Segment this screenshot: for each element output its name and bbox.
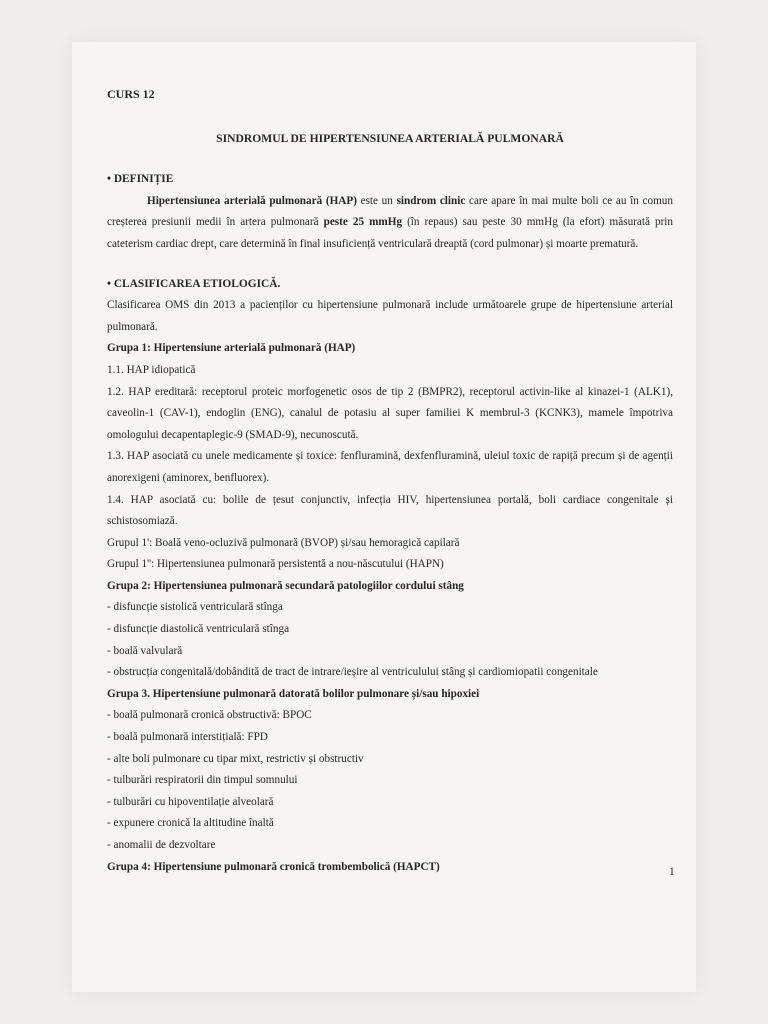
- group-1-title: Grupa 1: Hipertensiune arterială pulmonară (HAP): [107, 342, 356, 355]
- classification-intro: Clasificarea OMS din 2013 a pacienților cu hipertensiune pulmonară include următoarele grupe de hipertensiune arterial pulmonară.: [107, 299, 673, 333]
- course-number: CURS 12: [107, 87, 155, 101]
- list-item: - disfuncție sistolică ventriculară stînga: [107, 601, 283, 614]
- page-title: SINDROMUL DE HIPERTENSIUNEA ARTERIALĂ PULMONARĂ: [216, 131, 564, 145]
- group-2-title: Grupa 2: Hipertensiunea pulmonară secundară patologiilor cordului stâng: [107, 579, 464, 592]
- list-item: - boală pulmonară interstițială: FPD: [107, 731, 268, 744]
- list-item: - obstrucția congenitală/dobândită de tract de intrare/ieșire al ventriculului stâng și cardiomiopatii congenitale: [107, 666, 598, 679]
- list-item: - anomalii de dezvoltare: [107, 839, 216, 851]
- list-item: 1.4. HAP asociată cu: bolile de țesut conjunctiv, infecția HIV, hipertensiunea portală, boli cardiace congenitale și schistosomiază.: [107, 493, 673, 528]
- definition-text-3: (în repaus) sau peste 30 mmHg (la efort) măsurată prin cateterism cardiac drept, care determină în final insuficiență ventriculară dreaptă (cord pulmonar) și moarte prematură.: [107, 216, 673, 250]
- list-item: - alte boli pulmonare cu tipar mixt, restrictiv și obstructiv: [107, 752, 364, 765]
- list-item: - boală valvulară: [107, 644, 183, 657]
- list-item: - disfuncție diastolică ventriculară stînga: [107, 623, 290, 636]
- definition-paragraph: [107, 191, 673, 256]
- definition-term: Hipertensiunea arterială pulmonară (HAP): [147, 194, 357, 207]
- list-item: - expunere cronică la altitudine înaltă: [107, 817, 274, 830]
- definition-text-1: este un: [356, 194, 397, 207]
- group-4-title: Grupa 4: Hipertensiune pulmonară cronică trombembolică (HAPCT): [107, 860, 440, 873]
- document-content: [107, 84, 673, 878]
- group-3-title: Grupa 3. Hipertensiune pulmonară datorată bolilor pulmonare și/sau hipoxiei: [107, 687, 480, 700]
- definition-threshold: peste 25 mmHg: [323, 216, 403, 229]
- definition-term-2: sindrom clinic: [396, 194, 466, 207]
- list-item: Grupul 1': Boală veno-ocluzivă pulmonară (BVOP) și/sau hemoragică capilară: [107, 536, 460, 549]
- list-item: - tulburări cu hipoventilație alveolară: [107, 795, 274, 808]
- page-number: 1: [669, 866, 675, 878]
- list-item: 1.2. HAP ereditară: receptorul proteic morfogenetic osos de tip 2 (BMPR2), receptorul activin-like al kinazei-1 (ALK1), caveolin-1 (CAV-1), endoglin (ENG), canalul de potasiu al super familiei K membrul-3 (KCNK3), mamele împotriva omologului decapentaplegic-9 (SMAD-9), necunoscută.: [107, 385, 673, 441]
- definition-text-2: care apare în mai multe boli ce au în comun creșterea presiunii medii în artera pulmonară: [107, 194, 673, 229]
- list-item: Grupul 1'': Hipertensiunea pulmonară persistentă a nou-născutului (HAPN): [107, 558, 444, 571]
- list-item: 1.1. HAP idiopatică: [107, 363, 196, 376]
- definition-heading: • DEFINIȚIE: [107, 173, 174, 186]
- classification-heading: • CLASIFICAREA ETIOLOGICĂ.: [107, 277, 281, 290]
- list-item: - tulburări respiratorii din timpul somnului: [107, 774, 298, 787]
- list-item: - boală pulmonară cronică obstructivă: BPOC: [107, 709, 312, 722]
- list-item: 1.3. HAP asociată cu unele medicamente și toxice: fenfluramină, dexfenfluramină, uleiul toxic de rapiță precum și de agenții anorexigeni (aminorex, benfluorex).: [107, 450, 673, 484]
